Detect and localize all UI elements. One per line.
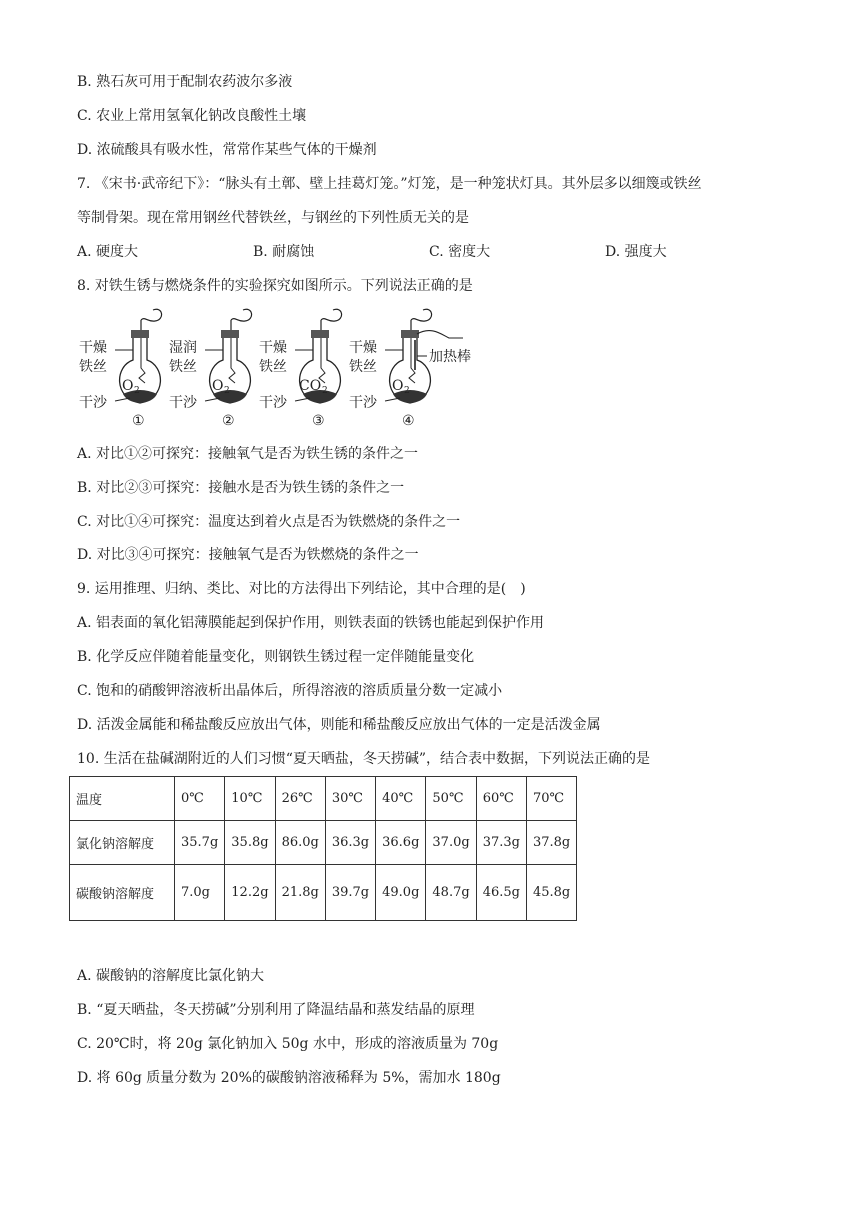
table-cell: 37.8g — [526, 821, 576, 865]
flask-3-label-dry: 干燥 — [259, 340, 287, 356]
flask-4-gas-sub: 2 — [404, 386, 410, 396]
table-cell: 50℃ — [426, 777, 476, 821]
flask-3-gas: CO — [299, 378, 322, 394]
q9-option-b: B. 化学反应伴随着能量变化，则钢铁生锈过程一定伴随能量变化 — [77, 649, 475, 665]
table-cell: 48.7g — [426, 865, 476, 921]
heating-rod-label: 加热棒 — [429, 349, 471, 365]
q6-option-b: B. 熟石灰可用于配制农药波尔多液 — [77, 74, 293, 90]
flask-1-gas: O — [122, 378, 134, 394]
q7-option-b: B. 耐腐蚀 — [253, 244, 315, 260]
q8-option-b: B. 对比②③可探究：接触水是否为铁生锈的条件之一 — [77, 480, 405, 496]
table-cell: 7.0g — [175, 865, 225, 921]
flask-3-gas-sub: 2 — [322, 386, 328, 396]
table-cell: 37.0g — [426, 821, 476, 865]
q9-stem: 9. 运用推理、归纳、类比、对比的方法得出下列结论，其中合理的是( ) — [77, 581, 526, 597]
q7-options — [77, 243, 777, 261]
table-cell: 40℃ — [376, 777, 426, 821]
table-cell: 60℃ — [476, 777, 526, 821]
table-cell: 氯化钠溶解度 — [70, 821, 175, 865]
flask-3 — [259, 309, 342, 429]
q7-option-d: D. 强度大 — [605, 244, 667, 260]
table-cell: 碳酸钠溶解度 — [70, 865, 175, 921]
q7-stem-line2: 等制骨架。现在常用钢丝代替铁丝，与钢丝的下列性质无关的是 — [77, 210, 469, 226]
table-row — [70, 821, 577, 865]
table-cell: 37.3g — [476, 821, 526, 865]
solubility-table — [69, 776, 577, 921]
table-cell: 39.7g — [325, 865, 375, 921]
table-cell: 26℃ — [275, 777, 325, 821]
table-cell: 35.8g — [225, 821, 275, 865]
flask-2-label-wet: 湿润 — [169, 340, 197, 356]
flask-2-label-wire: 铁丝 — [169, 359, 197, 375]
q8-option-d: D. 对比③④可探究：接触氧气是否为铁燃烧的条件之一 — [77, 547, 419, 563]
q8-option-a: A. 对比①②可探究：接触氧气是否为铁生锈的条件之一 — [77, 446, 419, 462]
flask-1 — [79, 309, 162, 429]
q10-option-a: A. 碳酸钠的溶解度比氯化钠大 — [77, 968, 265, 984]
flask-2-gas: O — [212, 378, 224, 394]
q9-option-c: C. 饱和的硝酸钾溶液析出晶体后，所得溶液的溶质质量分数一定减小 — [77, 683, 503, 699]
table-cell: 36.6g — [376, 821, 426, 865]
flask-3-number: ③ — [312, 413, 325, 429]
flask-1-label-wire: 铁丝 — [79, 359, 107, 375]
q6-option-c: C. 农业上常用氢氧化钠改良酸性土壤 — [77, 108, 307, 124]
q8-option-c: C. 对比①④可探究：温度达到着火点是否为铁燃烧的条件之一 — [77, 514, 461, 530]
q10-option-b: B. “夏天晒盐，冬天捞碱”分别利用了降温结晶和蒸发结晶的原理 — [77, 1002, 475, 1018]
flask-4-number: ④ — [402, 413, 415, 429]
table-cell: 70℃ — [526, 777, 576, 821]
table-cell: 30℃ — [325, 777, 375, 821]
flask-4 — [349, 309, 471, 429]
table-cell: 12.2g — [225, 865, 275, 921]
flask-2-label-sand: 干沙 — [169, 395, 197, 411]
flask-1-number: ① — [132, 413, 145, 429]
flask-4-label-sand: 干沙 — [349, 395, 377, 411]
q10-option-d: D. 将 60g 质量分数为 20%的碳酸钠溶液稀释为 5%，需加水 180g — [77, 1070, 501, 1086]
flask-2-number: ② — [222, 413, 235, 429]
flask-1-label-dry: 干燥 — [79, 340, 107, 356]
q7-option-c: C. 密度大 — [429, 244, 491, 260]
q8-stem: 8. 对铁生锈与燃烧条件的实验探究如图所示。下列说法正确的是 — [77, 278, 473, 294]
flask-2 — [169, 309, 252, 429]
table-header-row — [70, 777, 577, 821]
q8-experiment-figure — [75, 308, 485, 436]
table-cell: 46.5g — [476, 865, 526, 921]
q7-option-a: A. 硬度大 — [77, 244, 139, 260]
q7-stem-line1: 7. 《宋书·武帝纪下》：“脉头有土鄣、壁上挂葛灯笼。”灯笼，是一种笼状灯具。其外层多以细篾或铁丝 — [77, 176, 702, 192]
flask-1-label-sand: 干沙 — [79, 395, 107, 411]
flask-4-label-wire: 铁丝 — [349, 359, 377, 375]
table-cell: 21.8g — [275, 865, 325, 921]
flask-2-gas-sub: 2 — [224, 386, 230, 396]
flask-3-label-wire: 铁丝 — [259, 359, 287, 375]
table-cell: 36.3g — [325, 821, 375, 865]
flask-1-gas-sub: 2 — [134, 386, 140, 396]
q10-option-c: C. 20℃时，将 20g 氯化钠加入 50g 水中，形成的溶液质量为 70g — [77, 1036, 499, 1052]
table-cell: 35.7g — [175, 821, 225, 865]
table-cell: 10℃ — [225, 777, 275, 821]
q9-option-d: D. 活泼金属能和稀盐酸反应放出气体，则能和稀盐酸反应放出气体的一定是活泼金属 — [77, 717, 601, 733]
q9-option-a: A. 铝表面的氧化铝薄膜能起到保护作用，则铁表面的铁锈也能起到保护作用 — [77, 615, 545, 631]
table-cell: 45.8g — [526, 865, 576, 921]
table-cell: 温度 — [70, 777, 175, 821]
flask-4-label-dry: 干燥 — [349, 340, 377, 356]
table-row — [70, 865, 577, 921]
table-cell: 86.0g — [275, 821, 325, 865]
table-cell: 0℃ — [175, 777, 225, 821]
flask-3-label-sand: 干沙 — [259, 395, 287, 411]
table-cell: 49.0g — [376, 865, 426, 921]
flask-4-gas: O — [392, 378, 404, 394]
q6-option-d: D. 浓硫酸具有吸水性，常常作某些气体的干燥剂 — [77, 142, 377, 158]
q10-stem: 10. 生活在盐碱湖附近的人们习惯“夏天晒盐，冬天捞碱”，结合表中数据，下列说法正确的是 — [77, 751, 651, 767]
